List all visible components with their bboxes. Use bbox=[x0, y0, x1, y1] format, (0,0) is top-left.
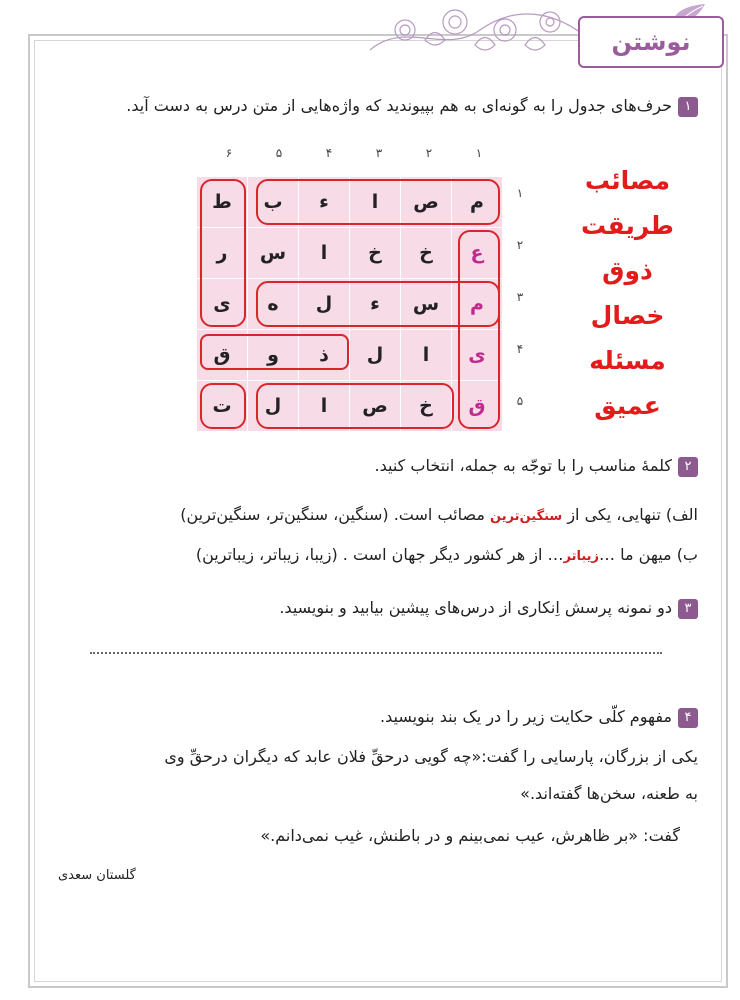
answer-ring bbox=[256, 383, 454, 429]
column-number: ۶ bbox=[225, 146, 233, 160]
answer-ring bbox=[256, 281, 500, 327]
grid-cell: ص bbox=[350, 381, 400, 431]
answer-ring bbox=[200, 179, 246, 327]
grid-cell: ا bbox=[299, 381, 349, 431]
grid-cell: ی bbox=[452, 330, 502, 380]
question-2 bbox=[375, 454, 698, 478]
grid-cell: ل bbox=[299, 279, 349, 329]
grid-cell: س bbox=[401, 279, 451, 329]
part-b-before: ب) میهن ما … bbox=[599, 545, 698, 564]
question-4-text: مفهوم کلّی حکایت زیر را در یک بند بنویسید. bbox=[380, 707, 672, 726]
answer-word: مسئله bbox=[589, 346, 666, 375]
question-4-number: ۴ bbox=[678, 708, 698, 728]
grid-cell: ب bbox=[248, 177, 298, 227]
source-credit: گلستان سعدی bbox=[58, 868, 136, 883]
question-3 bbox=[279, 596, 698, 620]
grid-cell: م bbox=[452, 177, 502, 227]
grid-cell: ا bbox=[401, 330, 451, 380]
grid-cell: ق bbox=[197, 330, 247, 380]
column-numbers bbox=[200, 146, 504, 166]
answer-dotted-line bbox=[90, 652, 662, 654]
part-a-answer: سنگین‌ترین bbox=[490, 509, 563, 524]
question-2-number: ۲ bbox=[678, 457, 698, 477]
answer-word: خصال bbox=[590, 301, 665, 330]
grid-cell: ه bbox=[248, 279, 298, 329]
grid-cell: م bbox=[452, 279, 502, 329]
answer-ring bbox=[200, 334, 349, 370]
grid-cell: ص bbox=[401, 177, 451, 227]
grid-cell: و bbox=[248, 330, 298, 380]
grid-cell: ا bbox=[299, 228, 349, 278]
column-number: ۱ bbox=[475, 146, 483, 160]
part-b-after: … از هر کشور دیگر جهان است . (زیبا، زیباتر، زیباترین) bbox=[195, 545, 564, 564]
grid-cell: ع bbox=[452, 228, 502, 278]
column-number: ۵ bbox=[275, 146, 283, 160]
question-2-part-a bbox=[180, 503, 698, 529]
grid-cell: ی bbox=[197, 279, 247, 329]
row-number: ۵ bbox=[516, 394, 524, 408]
grid-cell: ر bbox=[197, 228, 247, 278]
grid-cell: ء bbox=[299, 177, 349, 227]
answer-ring bbox=[458, 230, 500, 429]
grid-cell: ذ bbox=[299, 330, 349, 380]
row-number: ۲ bbox=[516, 238, 524, 252]
question-3-text: دو نمونه پرسش اِنکاری از درس‌های پیشین بیابید و بنویسید. bbox=[279, 598, 672, 617]
column-number: ۴ bbox=[325, 146, 333, 160]
column-number: ۲ bbox=[425, 146, 433, 160]
grid-cell: ا bbox=[350, 177, 400, 227]
story-line: یکی از بزرگان، پارسایی را گفت:«چه گویی درحقِّ فلان عابد که دیگران درحقِّ وی bbox=[164, 747, 698, 766]
grid-cell: س bbox=[248, 228, 298, 278]
row-number: ۴ bbox=[516, 342, 524, 356]
row-number: ۱ bbox=[516, 186, 524, 200]
answer-word: ذوق bbox=[602, 256, 653, 285]
answer-list bbox=[570, 158, 685, 428]
letter-grid bbox=[198, 177, 502, 431]
question-2-part-b bbox=[196, 543, 698, 569]
story-line: گفت: «بر ظاهرش، عیب نمی‌بینم و در باطنش، غیب نمی‌دانم.» bbox=[260, 826, 680, 845]
section-title: نوشتن bbox=[611, 28, 691, 56]
part-a-after: مصائب است. (سنگین، سنگین‌تر، سنگین‌ترین) bbox=[180, 505, 485, 524]
question-4 bbox=[380, 705, 698, 729]
section-title-box bbox=[578, 16, 724, 68]
part-a-before: الف) تنهایی، یکی از bbox=[567, 505, 698, 524]
grid-cell: ل bbox=[350, 330, 400, 380]
floral-ornament-icon bbox=[365, 0, 595, 62]
grid-cell: ء bbox=[350, 279, 400, 329]
answer-ring bbox=[256, 179, 500, 225]
grid-cell: خ bbox=[401, 381, 451, 431]
answer-word: مصائب bbox=[584, 166, 671, 195]
question-2-text: کلمهٔ مناسب را با توجّه به جمله، انتخاب کنید. bbox=[374, 456, 672, 475]
row-number: ۳ bbox=[516, 290, 524, 304]
column-number: ۳ bbox=[375, 146, 383, 160]
grid-cell: خ bbox=[350, 228, 400, 278]
question-1-text: حرف‌های جدول را به گونه‌ای به هم بپیوندید که واژه‌هایی از متن درس به دست آید. bbox=[126, 96, 672, 115]
grid-cell: ت bbox=[197, 381, 247, 431]
grid-cell: ق bbox=[452, 381, 502, 431]
question-3-number: ۳ bbox=[678, 599, 698, 619]
grid-cell: ط bbox=[197, 177, 247, 227]
part-b-answer: زیباتر bbox=[563, 549, 600, 564]
question-1-number: ۱ bbox=[678, 97, 698, 117]
answer-word: عمیق bbox=[594, 391, 661, 420]
answer-word: طریقت bbox=[581, 211, 674, 240]
grid-cell: ل bbox=[248, 381, 298, 431]
grid-cell: خ bbox=[401, 228, 451, 278]
question-1 bbox=[126, 94, 698, 118]
story-line: به طعنه، سخن‌ها گفته‌اند.» bbox=[520, 784, 698, 803]
answer-ring bbox=[200, 383, 246, 429]
